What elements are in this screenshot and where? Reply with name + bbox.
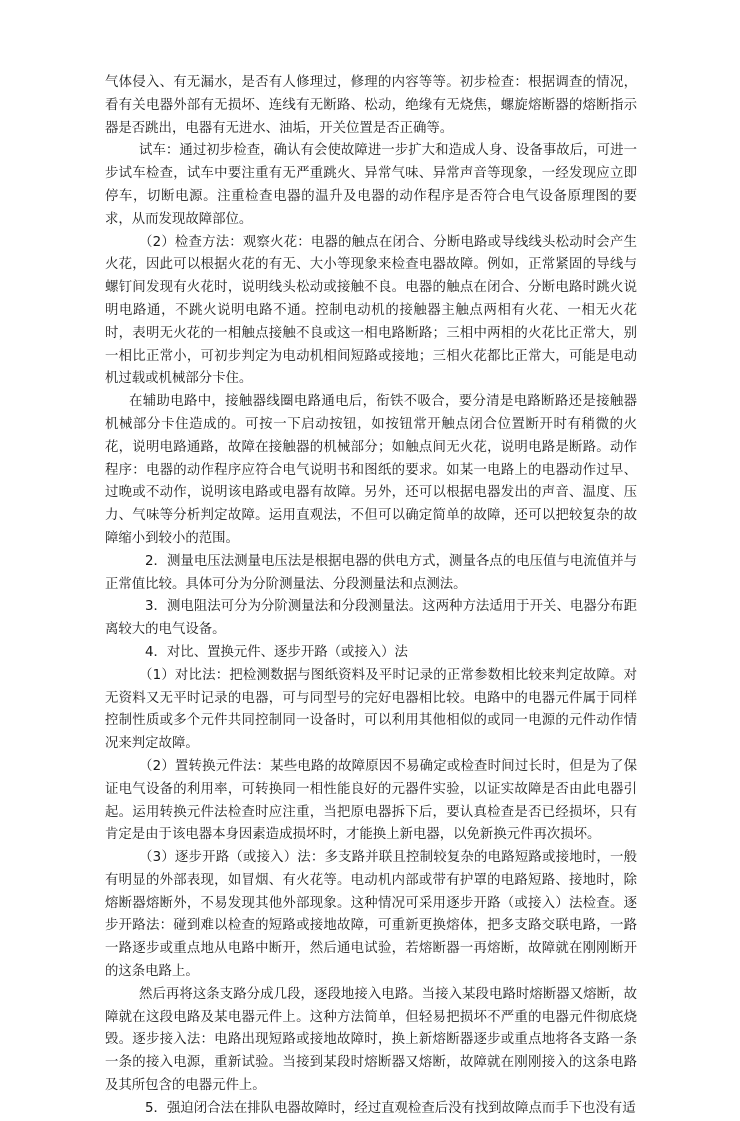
paragraph-12: 5．强迫闭合法在排队电器故障时，经过直观检查后没有找到故障点而手下也没有适 [145, 1100, 636, 1116]
paragraph-8: （1）对比法：把检测数据与图纸资料及平时记录的正常参数相比较来判定故障。对无资料又无平时记录的电器，可与同型号的完好电器相比较。电路中的电器元件属于同样控制性质或多个元件共同控制同一设备时，可以利用其他相似的或同一电源的元件动作情况来判定故障。 [105, 667, 637, 752]
paragraph-7: 4．对比、置换元件、逐步开路（或接入）法 [145, 644, 408, 660]
paragraph-11: 然后再将这条支路分成几段，逐段地接入电路。当接入某段电路时熔断器又熔断，故障就在这段电路及某电器元件上。这种方法简单，但轻易把损坏不严重的电器元件彻底烧毁。逐步接入法：电路出现短路或接地故障时，换上新熔断器逐步或重点地将各支路一条一条的接入电源，重新试验。当接到某段时熔断器又熔断，故障就在刚刚接入的这条电路及其所包含的电器元件上。 [105, 986, 637, 1094]
paragraph-5: 2．测量电压法测量电压法是根据电器的供电方式，测量各点的电压值与电流值并与正常值比较。具体可分为分阶测量法、分段测量法和点测法。 [105, 553, 637, 592]
paragraph-9: （2）置转换元件法：某些电路的故障原因不易确定或检查时间过长时，但是为了保证电气设备的利用率，可转换同一相性能良好的元器件实验，以证实故障是否由此电器引起。运用转换元件法检查时应注重，当把原电器拆下后，要认真检查是否已经损坏，只有肯定是由于该电器本身因素造成损坏时，才能换上新电器，以免新换元件再次损坏。 [105, 758, 637, 843]
paragraph-2: 试车：通过初步检查，确认有会使故障进一步扩大和造成人身、设备事故后，可进一步试车检查，试车中要注重有无严重跳火、异常气味、异常声音等现象，一经发现应立即停车，切断电源。注重检查电器的温升及电器的动作程序是否符合电气设备原理图的要求，从而发现故障部位。 [105, 143, 637, 227]
paragraph-10: （3）逐步开路（或接入）法：多支路并联且控制较复杂的电路短路或接地时，一般有明显的外部表现，如冒烟、有火花等。电动机内部或带有护罩的电路短路、接地时，除熔断器熔断外，不易发现其他外部现象。这种情况可采用逐步开路（或接入）法检查。逐步开路法：碰到难以检查的短路或接地故障，可重新更换熔体，把多支路交联电路，一路一路逐步或重点地从电路中断开，然后通电试验，若熔断器一再熔断，故障就在刚刚断开的这条电路上。 [105, 850, 637, 980]
paragraph-1: 气体侵入、有无漏水，是否有人修理过，修理的内容等等。初步检查：根据调查的情况，看有关电器外部有无损坏、连线有无断路、松动，绝缘有无烧焦，螺旋熔断器的熔断指示器是否跳出，电器有无进水、油垢，开关位置是否正确等。 [105, 75, 637, 136]
paragraph-3: （2）检查方法：观察火花：电器的触点在闭合、分断电路或导线线头松动时会产生火花，因此可以根据火花的有无、大小等现象来检查电器故障。例如，正常紧固的导线与螺钉间发现有火花时，说明线头松动或接触不良。电器的触点在闭合、分断电路时跳火说明电路通，不跳火说明电路不通。控制电动机的接触器主触点两相有火花、一相无火花时，表明无火花的一相触点接触不良或这一相电路断路；三相中两相的火花比正常大，别一相比正常小，可初步判定为电动机相间短路或接地；三相火花都比正常大，可能是电动机过载或机械部分卡住。 [105, 234, 637, 387]
paragraph-4: 在辅助电路中，接触器线圈电路通电后，衔铁不吸合，要分清是电路断路还是接触器机械部分卡住造成的。可按一下启动按钮，如按钮常开触点闭合位置断开时有稍微的火花，说明电路通路，故障在接触器的机械部分；如触点间无火花，说明电路是断路。动作程序：电器的动作程序应符合电气说明书和图纸的要求。如某一电路上的电器动作过早、过晚或不动作，说明该电路或电器有故障。另外，还可以根据电器发出的声音、温度、压力、气味等分析判定故障。运用直观法，不但可以确定简单的故障，还可以把较复杂的故障缩小到较小的范围。 [105, 394, 637, 546]
paragraph-6: 3．测电阻法可分为分阶测量法和分段测量法。这两种方法适用于开关、电器分布距离较大的电气设备。 [105, 599, 637, 638]
document-body [105, 72, 637, 1121]
